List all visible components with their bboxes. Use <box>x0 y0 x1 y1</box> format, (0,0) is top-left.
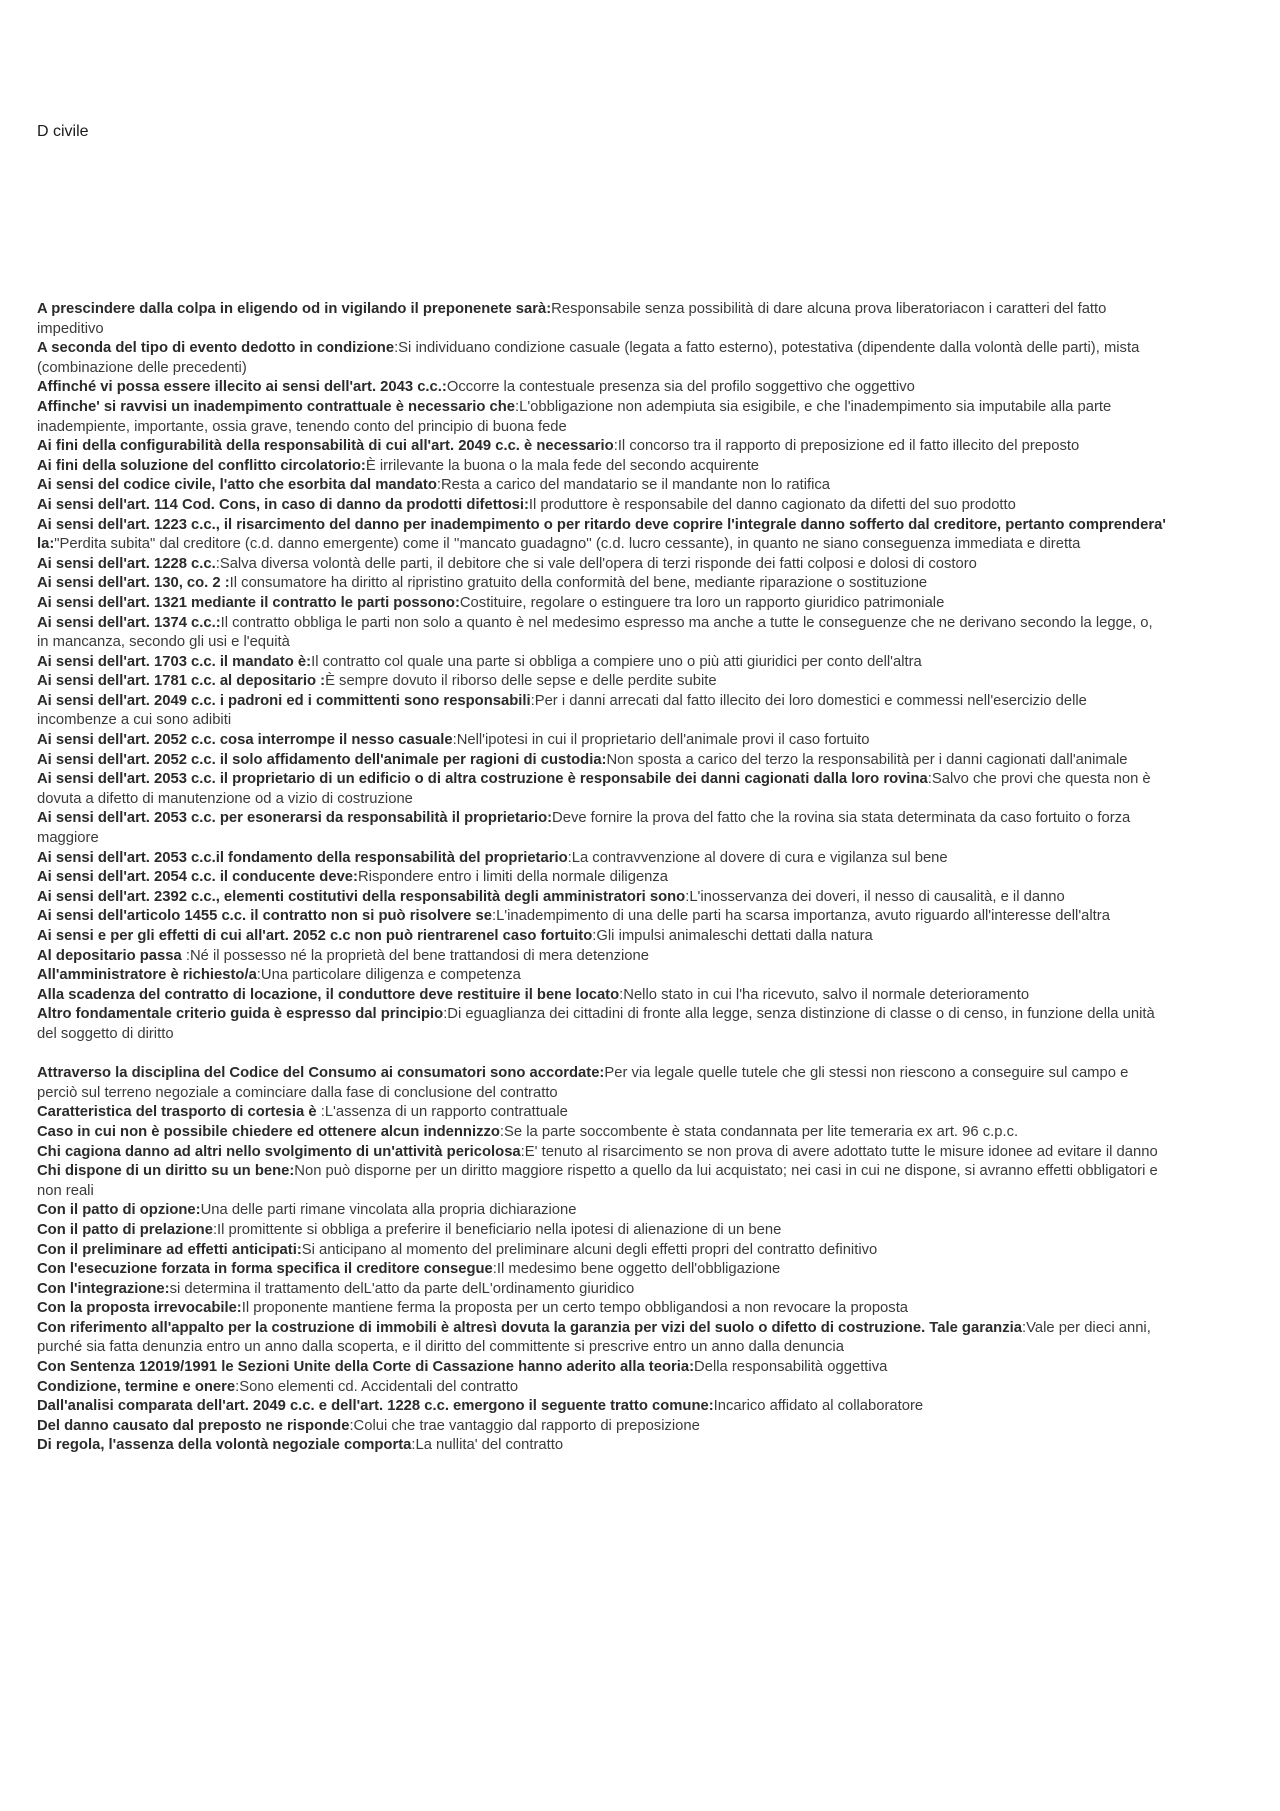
entry-answer: :Sono elementi cd. Accidentali del contratto <box>235 1378 519 1395</box>
entry-question: Con il patto di opzione: <box>37 1202 201 1219</box>
list-item <box>37 457 1167 477</box>
entry-answer: :Nell'ipotesi in cui il proprietario dell'animale provi il caso fortuito <box>452 732 870 749</box>
entry-answer: "Perdita subita" dal creditore (c.d. danno emergente) come il ''mancato guadagno'' (c.d. lucro cessante), in quanto ne siano conseguenza immediata e diretta <box>54 536 1081 553</box>
entry-answer: Della responsabilità oggettiva <box>694 1359 888 1376</box>
list-item <box>37 907 1167 927</box>
document-title: D civile <box>37 123 89 140</box>
list-item <box>37 692 1167 731</box>
entry-question: Del danno causato dal preposto ne risponde <box>37 1417 350 1434</box>
entry-question: Ai sensi dell'art. 2054 c.c. il conducente deve: <box>37 869 358 886</box>
entry-answer: Rispondere entro i limiti della normale diligenza <box>357 869 669 886</box>
list-item <box>37 339 1167 378</box>
entry-question: Ai sensi dell'art. 2053 c.c. il proprietario di un edificio o di altra costruzione è responsabile dei danni cagionati dalla loro rovina <box>37 771 928 788</box>
list-item <box>37 751 1167 771</box>
list-item <box>37 1397 1167 1417</box>
list-item <box>37 1162 1167 1201</box>
entry-spacer <box>37 1045 1167 1065</box>
entry-answer: Incarico affidato al collaboratore <box>713 1398 924 1415</box>
entry-question: Con Sentenza 12019/1991 le Sezioni Unite della Corte di Cassazione hanno aderito alla teoria: <box>37 1359 695 1376</box>
list-item <box>37 1103 1167 1123</box>
entry-answer: :L'inosservanza dei doveri, il nesso di causalità, e il danno <box>685 888 1065 905</box>
entry-answer: :E' tenuto al risarcimento se non prova di avere adottato tutte le misure idonee ad evitare il danno <box>520 1143 1158 1160</box>
entry-answer: Deve fornire la prova del fatto che la rovina sia stata determinata da caso fortuito o forza maggiore <box>37 810 1131 847</box>
entry-question: Di regola, l'assenza della volontà negoziale comporta <box>37 1437 412 1454</box>
list-item <box>37 1241 1167 1261</box>
entry-question: Ai sensi dell'art. 1374 c.c.: <box>37 614 221 631</box>
entry-answer: È sempre dovuto il riborso delle sepse e delle perdite subite <box>325 673 717 690</box>
list-item <box>37 378 1167 398</box>
list-item <box>37 398 1167 437</box>
entry-answer: Costituire, regolare o estinguere tra loro un rapporto giuridico patrimoniale <box>459 594 945 611</box>
entry-question: Affinche' si ravvisi un inadempimento contrattuale è necessario che <box>37 398 515 415</box>
list-item <box>37 555 1167 575</box>
entry-question: Al depositario passa <box>37 947 182 964</box>
entry-question: Ai sensi dell'art. 2053 c.c. per esonerarsi da responsabilità il proprietario: <box>37 810 553 827</box>
list-item <box>37 496 1167 516</box>
entry-answer: È irrilevante la buona o la mala fede del secondo acquirente <box>365 457 760 474</box>
list-item <box>37 1436 1167 1456</box>
entries-list <box>37 300 1167 1456</box>
entry-question: Ai fini della configurabilità della responsabilità di cui all'art. 2049 c.c. è necessario <box>37 438 614 455</box>
entry-question: A seconda del tipo di evento dedotto in condizione <box>37 340 395 357</box>
entry-question: Ai sensi dell'art. 130, co. 2 : <box>37 575 230 592</box>
entry-question: Ai sensi dell'art. 2049 c.c. i padroni ed i committenti sono responsabili <box>37 692 531 709</box>
entry-answer: Il consumatore ha diritto al ripristino gratuito della conformità del bene, mediante riparazione o sostituzione <box>229 575 928 592</box>
entry-question: Alla scadenza del contratto di locazione, il conduttore deve restituire il bene locato <box>37 986 620 1003</box>
list-item <box>37 1260 1167 1280</box>
entry-answer: :Salvo che provi che questa non è dovuta a difetto di manutenzione od a vizio di costruzione <box>37 771 1151 807</box>
entry-answer: Non sposta a carico del terzo la responsabilità per i danni cagionati dall'animale <box>606 751 1128 768</box>
list-item <box>37 849 1167 869</box>
entry-answer: :L'obbligazione non adempiuta sia esigibile, e che l'inadempimento sia imputabile alla parte inadempiente, importante, ossia grave, tenendo conto del principio di buona fede <box>37 398 1112 435</box>
list-item <box>37 731 1167 751</box>
entry-question: Ai sensi dell'articolo 1455 c.c. il contratto non si può risolvere se <box>37 908 492 925</box>
list-item <box>37 868 1167 888</box>
entry-question: A prescindere dalla colpa in eligendo od in vigilando il preponenete sarà: <box>37 301 552 317</box>
entry-question: Ai fini della soluzione del conflitto circolatorio: <box>37 457 366 474</box>
entry-question: Con il preliminare ad effetti anticipati: <box>37 1241 302 1258</box>
entry-question: Ai sensi del codice civile, l'atto che esorbita dal mandato <box>37 477 437 494</box>
entry-question: Dall'analisi comparata dell'art. 2049 c.c. e dell'art. 1228 c.c. emergono il seguente tratto comune: <box>37 1398 714 1415</box>
list-item <box>37 986 1167 1006</box>
entry-answer: :Una particolare diligenza e competenza <box>256 967 521 984</box>
entry-question: Ai sensi dell'art. 1321 mediante il contratto le parti possono: <box>37 594 460 611</box>
list-item <box>37 1280 1167 1300</box>
list-item <box>37 574 1167 594</box>
entry-answer: :Il concorso tra il rapporto di preposizione ed il fatto illecito del preposto <box>613 438 1080 455</box>
list-item <box>37 614 1167 653</box>
entry-answer: :La contravvenzione al dovere di cura e vigilanza sul bene <box>567 849 948 866</box>
entry-answer: :Salva diversa volontà delle parti, il debitore che si vale dell'opera di terzi risponde dei fatti colposi e dolosi di costoro <box>215 555 977 572</box>
entry-question: Chi cagiona danno ad altri nello svolgimento di un'attività pericolosa <box>37 1143 521 1160</box>
entry-answer: :Resta a carico del mandatario se il mandante non lo ratifica <box>436 477 831 494</box>
entry-answer: :Per i danni arrecati dal fatto illecito dei loro domestici e commessi nell'esercizio delle incombenze a cui sono adibiti <box>37 692 1087 729</box>
list-item <box>37 516 1167 555</box>
list-item <box>37 1378 1167 1398</box>
entry-answer: Il contratto obbliga le parti non solo a quanto è nel medesimo espresso ma anche a tutte le conseguenze che ne derivano secondo la legge, o, in mancanza, secondo gli usi e l'equità <box>37 614 1153 651</box>
list-item <box>37 1299 1167 1319</box>
entry-answer: Il contratto col quale una parte si obbliga a compiere uno o più atti giuridici per conto dell'altra <box>311 653 922 670</box>
entry-answer: :Di eguaglianza dei cittadini di fronte alla legge, senza distinzione di classe o di censo, in funzione della unità del soggetto di diritto <box>37 1006 1155 1042</box>
entry-answer: :Gli impulsi animaleschi dettati dalla natura <box>592 928 873 944</box>
list-item <box>37 1417 1167 1437</box>
entry-question: Ai sensi dell'art. 114 Cod. Cons, in caso di danno da prodotti difettosi: <box>37 496 529 513</box>
list-item <box>37 927 1167 947</box>
entry-answer: :L'assenza di un rapporto contrattuale <box>316 1104 568 1121</box>
entry-answer: :Se la parte soccombente è stata condannata per lite temeraria ex art. 96 c.p.c. <box>499 1123 1019 1140</box>
list-item <box>37 1064 1167 1103</box>
list-item <box>37 770 1167 809</box>
entry-question: Ai sensi dell'art. 1781 c.c. al depositario : <box>37 673 326 690</box>
entry-answer: :Il medesimo bene oggetto dell'obbligazione <box>492 1261 781 1278</box>
list-item <box>37 653 1167 673</box>
entry-answer: Si anticipano al momento del preliminare alcuni degli effetti propri del contratto definitivo <box>301 1241 878 1258</box>
list-item <box>37 1143 1167 1163</box>
list-item <box>37 1123 1167 1143</box>
list-item <box>37 947 1167 967</box>
entry-answer: Per via legale quelle tutele che gli stessi non riescono a conseguire sul campo e perciò sul terreno negoziale a cominciare dalla fase di conclusione del contratto <box>37 1065 1129 1101</box>
entry-question: Ai sensi dell'art. 1228 c.c. <box>37 555 216 572</box>
entry-answer: Una delle parti rimane vincolata alla propria dichiarazione <box>200 1202 577 1219</box>
entry-answer: :L'inadempimento di una delle parti ha scarsa importanza, avuto riguardo all'interesse dell'altra <box>491 908 1110 925</box>
entry-question: Chi dispone di un diritto su un bene: <box>37 1163 295 1180</box>
entry-question: Con l'esecuzione forzata in forma specifica il creditore consegue <box>37 1261 493 1278</box>
entry-answer: Non può disporne per un diritto maggiore rispetto a quello da lui acquistato; nei casi in cui ne dispone, si avranno effetti obbligatori e non reali <box>37 1163 1158 1199</box>
entry-question: Caratteristica del trasporto di cortesia è <box>37 1104 317 1121</box>
entry-question: All'amministratore è richiesto/a <box>37 967 257 984</box>
list-item <box>37 300 1167 339</box>
entry-question: Con il patto di prelazione <box>37 1221 213 1238</box>
entry-question: Con riferimento all'appalto per la costruzione di immobili è altresì dovuta la garanzia per vizi del suolo o difetto di costruzione. Tale garanzia <box>37 1319 1022 1336</box>
list-item <box>37 594 1167 614</box>
list-item <box>37 1221 1167 1241</box>
entry-question: Ai sensi dell'art. 2053 c.c.il fondamento della responsabilità del proprietario <box>37 849 568 866</box>
entry-answer: :Colui che trae vantaggio dal rapporto di preposizione <box>349 1417 700 1434</box>
entry-question: Ai sensi dell'art. 2052 c.c. il solo affidamento dell'animale per ragioni di custodia: <box>37 751 607 768</box>
list-item <box>37 1319 1167 1358</box>
list-item <box>37 888 1167 908</box>
list-item <box>37 1201 1167 1221</box>
entry-answer: Il proponente mantiene ferma la proposta per un certo tempo obbligandosi a non revocare la proposta <box>241 1300 909 1317</box>
entry-question: Altro fondamentale criterio guida è espresso dal principio <box>37 1006 444 1023</box>
entry-answer: Occorre la contestuale presenza sia del profilo soggettivo che oggettivo <box>446 379 915 396</box>
entry-answer: :Né il possesso né la proprietà del bene trattandosi di mera detenzione <box>181 947 649 964</box>
list-item <box>37 809 1167 848</box>
entry-answer: si determina il trattamento delL'atto da parte delL'ordinamento giuridico <box>169 1280 635 1297</box>
list-item <box>37 437 1167 457</box>
entry-answer: Responsabile senza possibilità di dare alcuna prova liberatoriacon i caratteri del fatto impeditivo <box>37 301 1107 337</box>
entry-question: Ai sensi dell'art. 1223 c.c., il risarcimento del danno per inadempimento o per ritardo deve coprire l'integrale danno sofferto dal creditore, pertanto comprendera' la: <box>37 516 1166 553</box>
entry-question: Affinché vi possa essere illecito ai sensi dell'art. 2043 c.c.: <box>37 379 447 396</box>
entry-answer: :La nullita' del contratto <box>411 1437 564 1454</box>
entry-answer: :Nello stato in cui l'ha ricevuto, salvo il normale deterioramento <box>619 986 1030 1003</box>
list-item <box>37 1358 1167 1378</box>
entry-answer: :Il promittente si obbliga a preferire il beneficiario nella ipotesi di alienazione di un bene <box>212 1221 782 1238</box>
entry-question: Condizione, termine e onere <box>37 1378 236 1395</box>
list-item <box>37 476 1167 496</box>
list-item <box>37 672 1167 692</box>
list-item <box>37 1005 1167 1044</box>
list-item <box>37 966 1167 986</box>
entry-question: Attraverso la disciplina del Codice del Consumo ai consumatori sono accordate: <box>37 1065 605 1082</box>
entry-question: Ai sensi dell'art. 2392 c.c., elementi costitutivi della responsabilità degli amministratori sono <box>37 888 686 905</box>
entry-question: Ai sensi dell'art. 1703 c.c. il mandato è: <box>37 653 312 670</box>
entry-question: Ai sensi e per gli effetti di cui all'art. 2052 c.c non può rientrarenel caso fortuito <box>37 928 593 944</box>
entry-question: Caso in cui non è possibile chiedere ed ottenere alcun indennizzo <box>37 1123 500 1140</box>
entry-answer: :Si individuano condizione casuale (legata a fatto esterno), potestativa (dipendente dalla volontà delle parti), mista (combinazione delle precedenti) <box>37 340 1140 376</box>
entry-answer: :Vale per dieci anni, purché sia fatta denunzia entro un anno dalla scoperta, e il diritto del committente si prescrive entro un anno dalla denuncia <box>37 1319 1151 1356</box>
entry-question: Ai sensi dell'art. 2052 c.c. cosa interrompe il nesso casuale <box>37 732 453 749</box>
entry-question: Con la proposta irrevocabile: <box>37 1300 242 1317</box>
entry-answer: Il produttore è responsabile del danno cagionato da difetti del suo prodotto <box>528 496 1016 513</box>
entry-question: Con l'integrazione: <box>37 1280 170 1297</box>
